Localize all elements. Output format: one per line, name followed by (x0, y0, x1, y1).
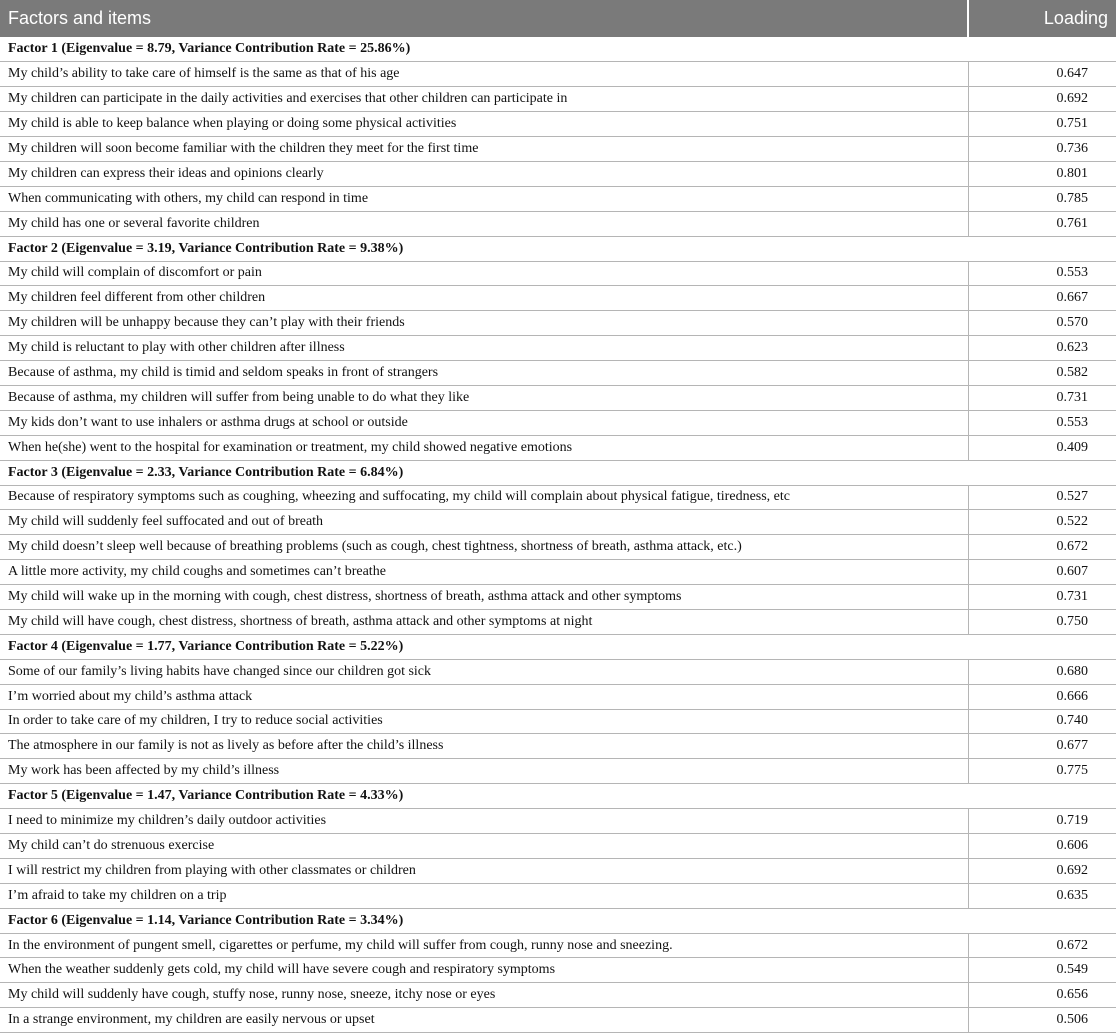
item-loading: 0.666 (968, 684, 1116, 709)
item-text: My child doesn’t sleep well because of breathing problems (such as cough, chest tightness, shortness of breath, asthma attack, etc.) (0, 535, 968, 560)
item-loading: 0.736 (968, 137, 1116, 162)
table-row (0, 933, 1116, 958)
item-text: My children can express their ideas and opinions clearly (0, 161, 968, 186)
factor-heading (0, 37, 1116, 62)
table-row (0, 161, 1116, 186)
item-text: My child is reluctant to play with other children after illness (0, 336, 968, 361)
item-text: My kids don’t want to use inhalers or asthma drugs at school or outside (0, 410, 968, 435)
table-row (0, 62, 1116, 87)
factor-row (0, 236, 1116, 261)
table-row (0, 211, 1116, 236)
item-loading: 0.761 (968, 211, 1116, 236)
item-loading: 0.672 (968, 933, 1116, 958)
factor-stats: (Eigenvalue = 8.79, Variance Contribution Rate = 25.86%) (61, 41, 411, 57)
item-text: When he(she) went to the hospital for examination or treatment, my child showed negative emotions (0, 435, 968, 460)
table-row (0, 734, 1116, 759)
item-text: My child has one or several favorite children (0, 211, 968, 236)
factor-stats: (Eigenvalue = 1.47, Variance Contribution Rate = 4.33%) (61, 788, 404, 804)
factor-label: Factor 2 (8, 240, 58, 256)
table-row (0, 759, 1116, 784)
table-row (0, 983, 1116, 1008)
table-row (0, 535, 1116, 560)
table-row (0, 659, 1116, 684)
factor-label: Factor 6 (8, 912, 58, 928)
item-text: In order to take care of my children, I try to reduce social activities (0, 709, 968, 734)
item-loading: 0.623 (968, 336, 1116, 361)
item-loading: 0.667 (968, 286, 1116, 311)
header-loading: Loading (968, 0, 1116, 37)
table-row (0, 336, 1116, 361)
item-text: In a strange environment, my children are easily nervous or upset (0, 1008, 968, 1033)
table-row (0, 958, 1116, 983)
factor-label: Factor 1 (8, 41, 58, 57)
factor-stats: (Eigenvalue = 1.77, Variance Contribution Rate = 5.22%) (61, 638, 404, 654)
factor-row (0, 908, 1116, 933)
table-header (0, 0, 1116, 37)
item-text: I’m worried about my child’s asthma attack (0, 684, 968, 709)
item-loading: 0.751 (968, 112, 1116, 137)
item-text: When the weather suddenly gets cold, my child will have severe cough and respiratory symptoms (0, 958, 968, 983)
factor-stats: (Eigenvalue = 2.33, Variance Contribution Rate = 6.84%) (61, 464, 404, 480)
factor-label: Factor 3 (8, 464, 58, 480)
item-loading: 0.553 (968, 410, 1116, 435)
item-text: Because of respiratory symptoms such as coughing, wheezing and suffocating, my child will complain about physical fatigue, tiredness, etc (0, 485, 968, 510)
item-text: Because of asthma, my child is timid and seldom speaks in front of strangers (0, 361, 968, 386)
factor-heading (0, 908, 1116, 933)
item-text: My children will be unhappy because they can’t play with their friends (0, 311, 968, 336)
item-loading: 0.506 (968, 1008, 1116, 1033)
table-row (0, 709, 1116, 734)
factor-label: Factor 5 (8, 788, 58, 804)
item-text: When communicating with others, my child can respond in time (0, 186, 968, 211)
item-loading: 0.731 (968, 585, 1116, 610)
item-loading: 0.719 (968, 809, 1116, 834)
factor-heading (0, 460, 1116, 485)
item-text: My child will suddenly have cough, stuffy nose, runny nose, sneeze, itchy nose or eyes (0, 983, 968, 1008)
table-row (0, 609, 1116, 634)
item-text: I need to minimize my children’s daily outdoor activities (0, 809, 968, 834)
table-row (0, 112, 1116, 137)
table-row (0, 186, 1116, 211)
table-row (0, 560, 1116, 585)
item-text: My child will suddenly feel suffocated and out of breath (0, 510, 968, 535)
item-text: I will restrict my children from playing with other classmates or children (0, 858, 968, 883)
item-loading: 0.656 (968, 983, 1116, 1008)
header-factors-and-items: Factors and items (0, 0, 968, 37)
factor-stats: (Eigenvalue = 1.14, Variance Contribution Rate = 3.34%) (61, 912, 404, 928)
item-text: A little more activity, my child coughs and sometimes can’t breathe (0, 560, 968, 585)
item-loading: 0.606 (968, 834, 1116, 859)
table-row (0, 858, 1116, 883)
item-loading: 0.522 (968, 510, 1116, 535)
item-text: My child will have cough, chest distress, shortness of breath, asthma attack and other symptoms at night (0, 609, 968, 634)
table-row (0, 137, 1116, 162)
factor-label: Factor 4 (8, 638, 58, 654)
item-text: I’m afraid to take my children on a trip (0, 883, 968, 908)
table-row (0, 809, 1116, 834)
item-text: My child will wake up in the morning with cough, chest distress, shortness of breath, asthma attack and other symptoms (0, 585, 968, 610)
item-loading: 0.553 (968, 261, 1116, 286)
item-text: My child will complain of discomfort or pain (0, 261, 968, 286)
item-loading: 0.607 (968, 560, 1116, 585)
item-text: My work has been affected by my child’s illness (0, 759, 968, 784)
factor-heading (0, 634, 1116, 659)
item-loading: 0.692 (968, 87, 1116, 112)
table-row (0, 385, 1116, 410)
table-row (0, 261, 1116, 286)
item-text: My child can’t do strenuous exercise (0, 834, 968, 859)
item-loading: 0.775 (968, 759, 1116, 784)
item-loading: 0.635 (968, 883, 1116, 908)
item-loading: 0.647 (968, 62, 1116, 87)
table-row (0, 311, 1116, 336)
item-text: My child is able to keep balance when playing or doing some physical activities (0, 112, 968, 137)
factor-row (0, 634, 1116, 659)
item-loading: 0.527 (968, 485, 1116, 510)
item-text: The atmosphere in our family is not as lively as before after the child’s illness (0, 734, 968, 759)
table-row (0, 883, 1116, 908)
item-loading: 0.692 (968, 858, 1116, 883)
item-loading: 0.672 (968, 535, 1116, 560)
table-row (0, 361, 1116, 386)
item-loading: 0.785 (968, 186, 1116, 211)
item-loading: 0.549 (968, 958, 1116, 983)
item-text: Some of our family’s living habits have changed since our children got sick (0, 659, 968, 684)
item-loading: 0.740 (968, 709, 1116, 734)
factor-heading (0, 236, 1116, 261)
table-row (0, 684, 1116, 709)
item-text: My children feel different from other children (0, 286, 968, 311)
factor-heading (0, 784, 1116, 809)
item-text: My child’s ability to take care of himself is the same as that of his age (0, 62, 968, 87)
item-loading: 0.570 (968, 311, 1116, 336)
factor-row (0, 37, 1116, 62)
item-text: My children can participate in the daily activities and exercises that other children can participate in (0, 87, 968, 112)
factor-row (0, 784, 1116, 809)
table-row (0, 286, 1116, 311)
table-row (0, 510, 1116, 535)
item-loading: 0.680 (968, 659, 1116, 684)
item-loading: 0.409 (968, 435, 1116, 460)
item-text: Because of asthma, my children will suffer from being unable to do what they like (0, 385, 968, 410)
table-row (0, 410, 1116, 435)
item-loading: 0.582 (968, 361, 1116, 386)
item-loading: 0.731 (968, 385, 1116, 410)
table-row (0, 585, 1116, 610)
header-row (0, 0, 1116, 37)
table-row (0, 435, 1116, 460)
item-loading: 0.801 (968, 161, 1116, 186)
table-row (0, 485, 1116, 510)
factor-row (0, 460, 1116, 485)
table-body (0, 37, 1116, 1033)
factor-stats: (Eigenvalue = 3.19, Variance Contribution Rate = 9.38%) (61, 240, 404, 256)
table-row (0, 1008, 1116, 1033)
table-row (0, 87, 1116, 112)
item-loading: 0.677 (968, 734, 1116, 759)
table-row (0, 834, 1116, 859)
item-text: My children will soon become familiar with the children they meet for the first time (0, 137, 968, 162)
item-loading: 0.750 (968, 609, 1116, 634)
item-text: In the environment of pungent smell, cigarettes or perfume, my child will suffer from cough, runny nose and sneezing. (0, 933, 968, 958)
